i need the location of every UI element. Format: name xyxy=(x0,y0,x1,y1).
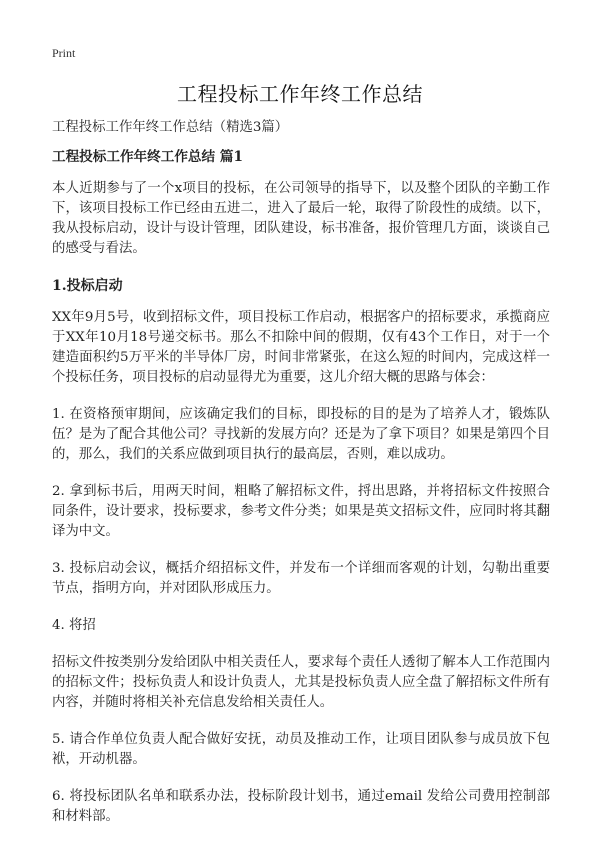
document-body xyxy=(52,118,550,844)
document-subtitle: 工程投标工作年终工作总结（精选3篇） xyxy=(52,120,289,135)
paragraph-bid-start: XX年9月5号，收到招标文件，项目投标工作启动，根据客户的招标要求，承揽商应于XX年10月18号递交标书。那么不扣除中间的假期，仅有43个工作日，对于一个建造面积约5万平米的半导体厂房，时间非常紧张，在这么短的时间内，完成这样一个投标任务，项目投标的启动显得尤为重要，这儿介绍大概的思路与体会： xyxy=(52,310,550,385)
list-item: 5. 请合作单位负责人配合做好安抚，动员及推动工作，让项目团队参与成员放下包袱，开动机器。 xyxy=(52,732,550,767)
list-item: 3. 投标启动会议，概括介绍招标文件，并发布一个详细而客观的计划，勾勒出重要节点，指明方向，并对团队形成压力。 xyxy=(52,561,550,596)
list-item: 2. 拿到标书后，用两天时间，粗略了解招标文件，捋出思路，并将招标文件按照合同条件，设计要求，投标要求，参考文件分类；如果是英文招标文件，应同时将其翻译为中文。 xyxy=(52,484,550,539)
list-item: 招标文件按类别分发给团队中相关责任人，要求每个责任人透彻了解本人工作范围内的招标文件；投标负责人和设计负责人，尤其是投标负责人应全盘了解招标文件所有内容，并随时将相关补充信息发给相关责任人。 xyxy=(52,655,550,710)
list-item: 4. 将招 xyxy=(52,618,96,633)
list-item: 1. 在资格预审期间，应该确定我们的目标，即投标的目的是为了培养人才，锻炼队伍？是为了配合其他公司？寻找新的发展方向？还是为了拿下项目？如果是第四个目的，那么，我们的关系应做到项目执行的最高层，否则，难以成功。 xyxy=(52,407,550,462)
subheading-bid-start: 1.投标启动 xyxy=(52,278,123,294)
print-link[interactable]: Print xyxy=(52,46,76,60)
page-title: 工程投标工作年终工作总结 xyxy=(177,82,423,106)
list-item: 6. 将投标团队名单和联系办法，投标阶段计划书，通过email 发给公司费用控制部和材料部。 xyxy=(52,789,550,824)
section-heading: 工程投标工作年终工作总结 篇1 xyxy=(52,149,243,165)
intro-paragraph: 本人近期参与了一个x项目的投标，在公司领导的指导下，以及整个团队的辛勤工作下，该项目投标工作已经由五进二，进入了最后一轮，取得了阶段性的成绩。以下，我从投标启动，设计与设计管理，团队建设，标书准备，报价管理几方面，谈谈自己的感受与看法。 xyxy=(52,181,550,256)
